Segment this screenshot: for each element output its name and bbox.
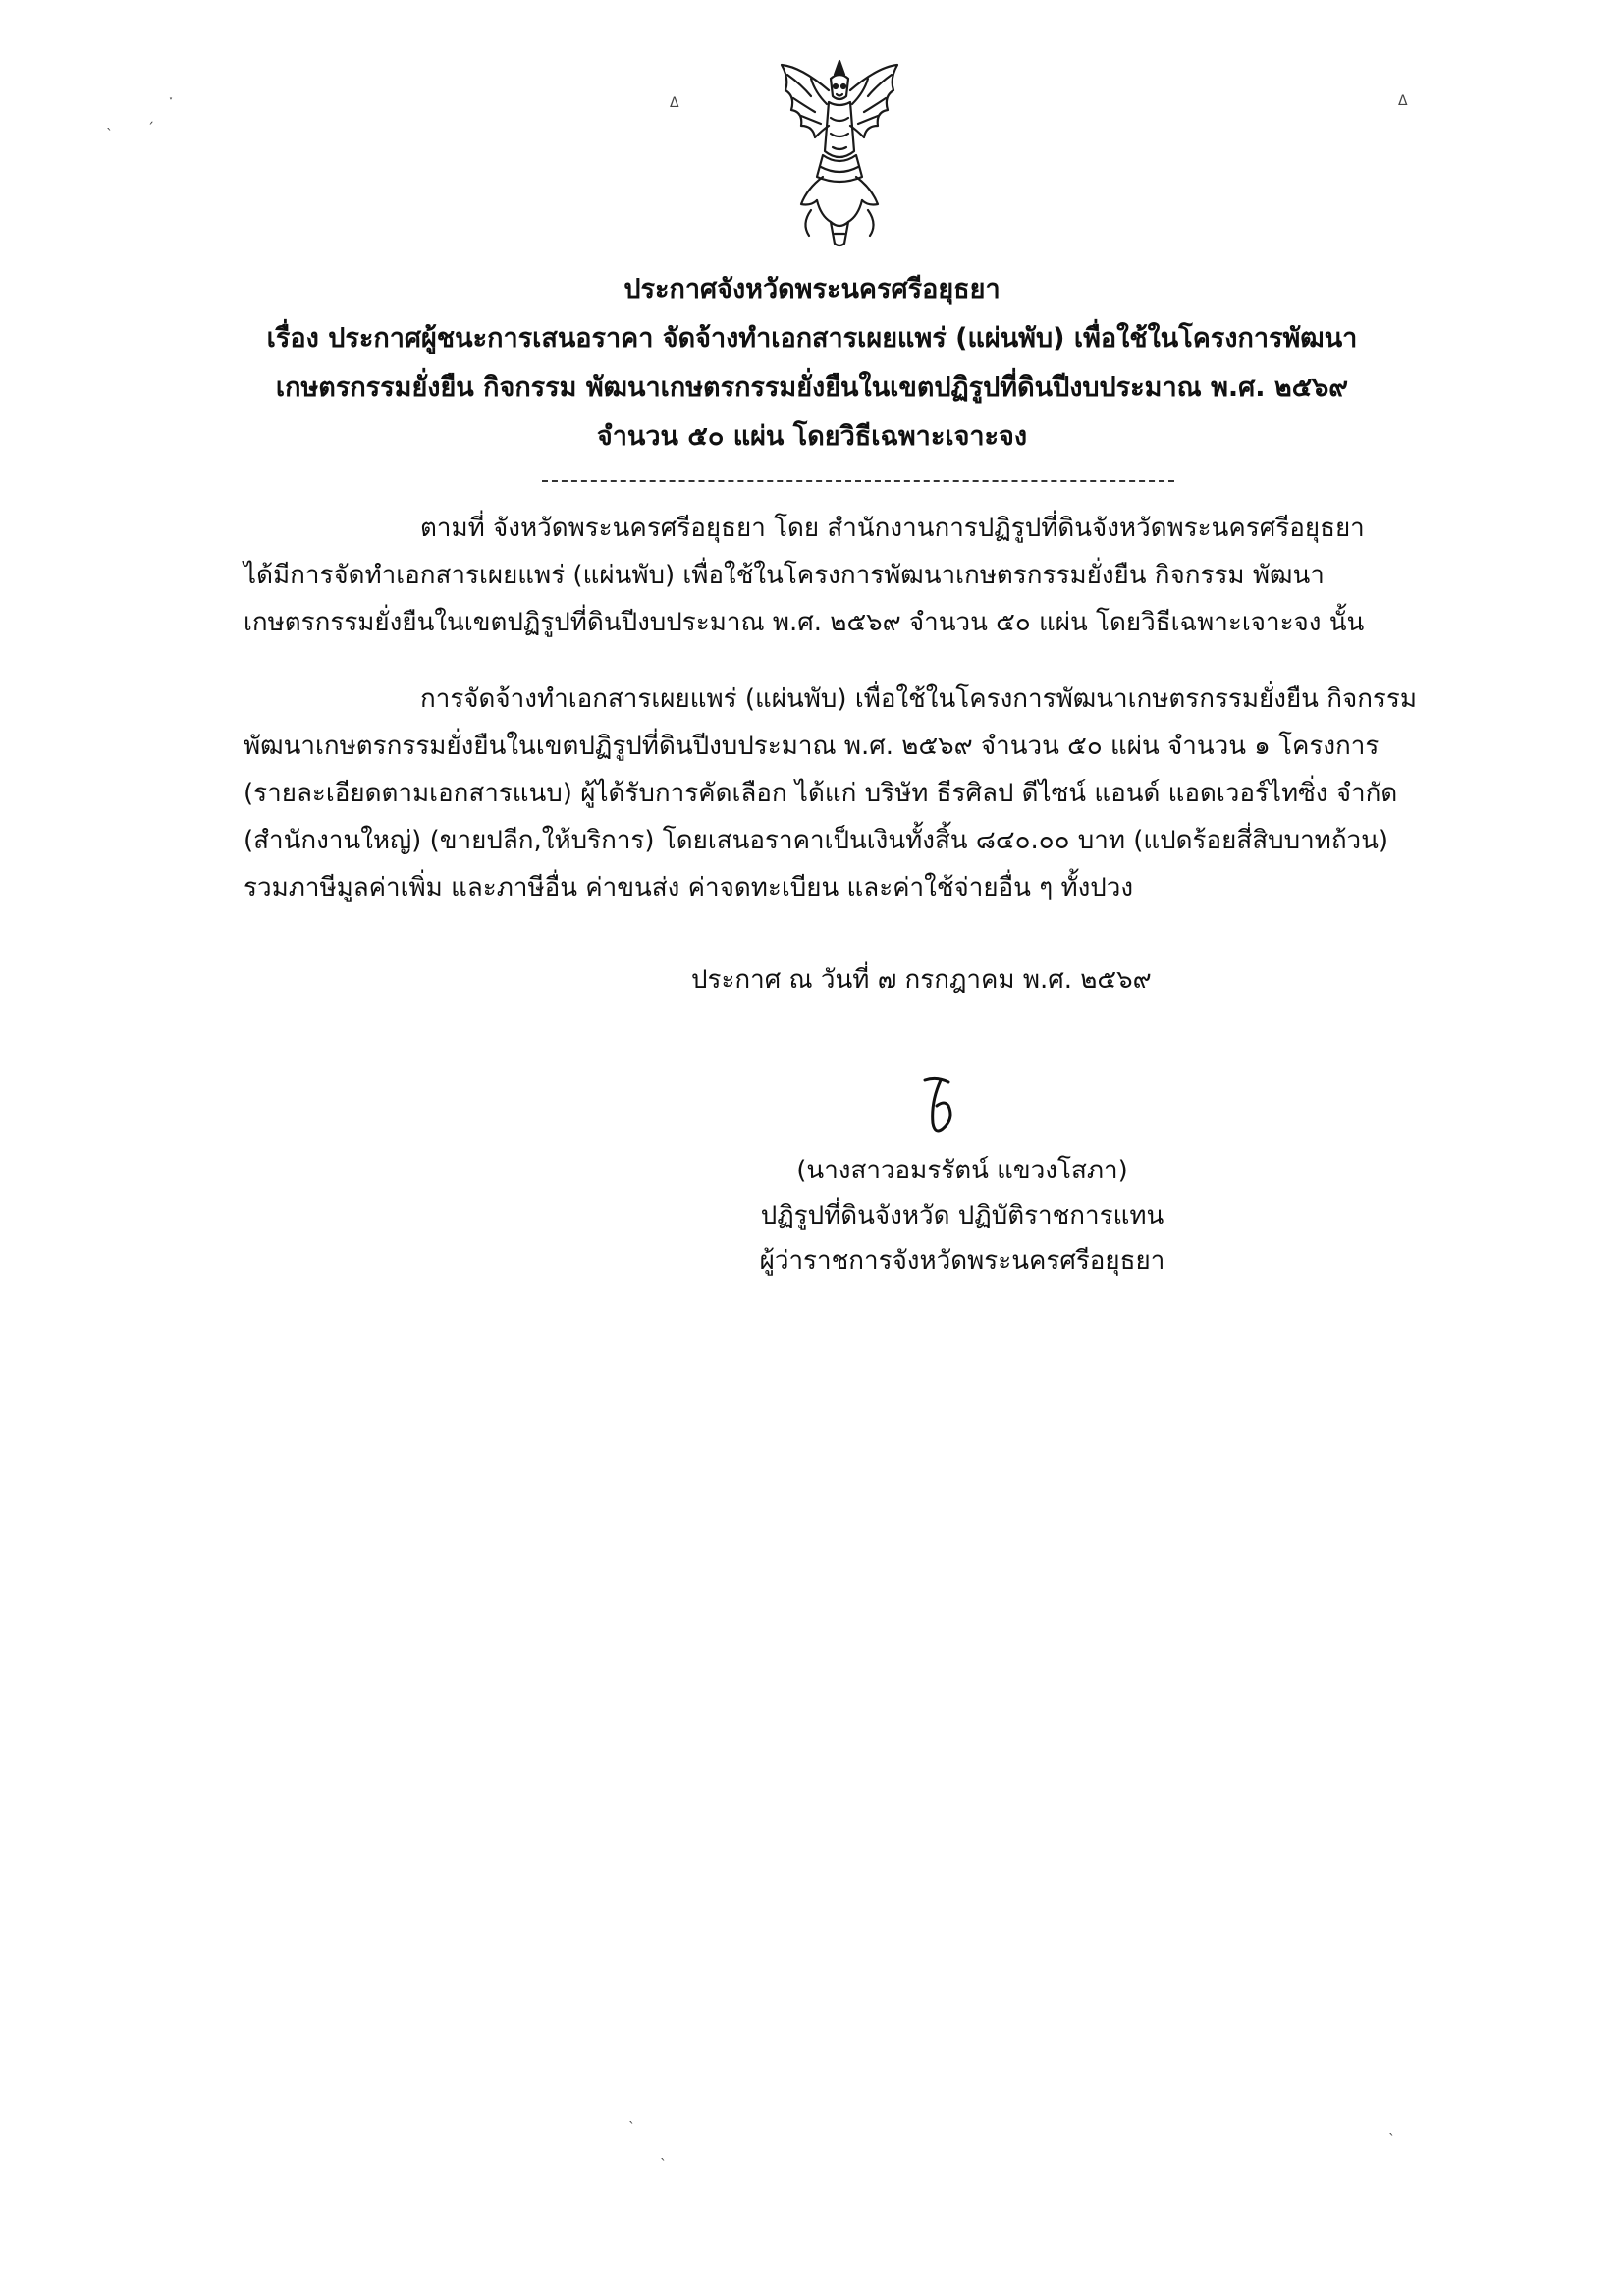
paragraph-2-line: (สำนักงานใหญ่) (ขายปลีก,ให้บริการ) โดยเสนอราคาเป็นเงินทั้งสิ้น ๘๔๐.๐๐ บาท (แปดร้อยสี่สิบบาทถ้วน) — [244, 826, 1389, 855]
dashed-divider — [542, 480, 1174, 482]
paragraph-2-line: การจัดจ้างทำเอกสารเผยแพร่ (แผ่นพับ) เพื่อใช้ในโครงการพัฒนาเกษตรกรรมยั่งยืน กิจกรรม — [420, 684, 1418, 714]
signatory-name: (นางสาวอมรรัตน์ แขวงโสภา) — [796, 1156, 1128, 1185]
scan-speck: ˏ — [147, 109, 154, 125]
paragraph-2-line: (รายละเอียดตามเอกสารแนบ) ผู้ได้รับการคัดเลือก ได้แก่ บริษัท ธีรศิลป ดีไซน์ แอนด์ แอดเวอร์ไทซิ่ง จำกัด — [244, 779, 1398, 808]
announcement-date: ประกาศ ณ วันที่ ๗ กรกฎาคม พ.ศ. ๒๕๖๙ — [691, 965, 1152, 995]
paragraph-1-line: ได้มีการจัดทำเอกสารเผยแพร่ (แผ่นพับ) เพื่อใช้ในโครงการพัฒนาเกษตรกรรมยั่งยืน กิจกรรม พัฒนา — [244, 561, 1325, 590]
subject-line: จำนวน ๕๐ แผ่น โดยวิธีเฉพาะเจาะจง — [596, 421, 1028, 452]
signatory-position: ผู้ว่าราชการจังหวัดพระนครศรีอยุธยา — [759, 1246, 1165, 1276]
paragraph-2-line: พัฒนาเกษตรกรรมยั่งยืนในเขตปฏิรูปที่ดินปีงบประมาณ พ.ศ. ๒๕๖๙ จำนวน ๕๐ แผ่น จำนวน ๑ โครงการ — [244, 732, 1380, 761]
scan-speck: ᐃ — [1398, 93, 1408, 109]
garuda-emblem-icon — [772, 57, 907, 249]
scan-speck: ᐃ — [670, 95, 679, 111]
scan-speck: ˎ — [106, 115, 113, 131]
signatory-position: ปฏิรูปที่ดินจังหวัด ปฏิบัติราชการแทน — [760, 1201, 1164, 1230]
paragraph-2-line: รวมภาษีมูลค่าเพิ่ม และภาษีอื่น ค่าขนส่ง ค่าจดทะเบียน และค่าใช้จ่ายอื่น ๆ ทั้งปวง — [244, 873, 1134, 902]
scan-speck: ˎ — [1388, 2120, 1395, 2136]
subject-line: เรื่อง ประกาศผู้ชนะการเสนอราคา จัดจ้างทำเอกสารเผยแพร่ (แผ่นพับ) เพื่อใช้ในโครงการพัฒนา — [266, 323, 1358, 354]
scan-speck: ˎ — [628, 2108, 635, 2124]
paragraph-1-line: เกษตรกรรมยั่งยืนในเขตปฏิรูปที่ดินปีงบประมาณ พ.ศ. ๒๕๖๙ จำนวน ๕๐ แผ่น โดยวิธีเฉพาะเจาะจง นั้น — [244, 608, 1365, 637]
paragraph-1-line: ตามที่ จังหวัดพระนครศรีอยุธยา โดย สำนักงานการปฏิรูปที่ดินจังหวัดพระนครศรีอยุธยา — [420, 514, 1365, 543]
handwritten-signature — [903, 1072, 972, 1141]
subject-line: เกษตรกรรมยั่งยืน กิจกรรม พัฒนาเกษตรกรรมยั่งยืนในเขตปฏิรูปที่ดินปีงบประมาณ พ.ศ. ๒๕๖๙ — [275, 372, 1349, 403]
announcement-title: ประกาศจังหวัดพระนครศรีอยุธยา — [623, 274, 1001, 304]
scan-speck: ˎ — [660, 2146, 667, 2161]
scan-speck: ˑ — [169, 93, 174, 109]
